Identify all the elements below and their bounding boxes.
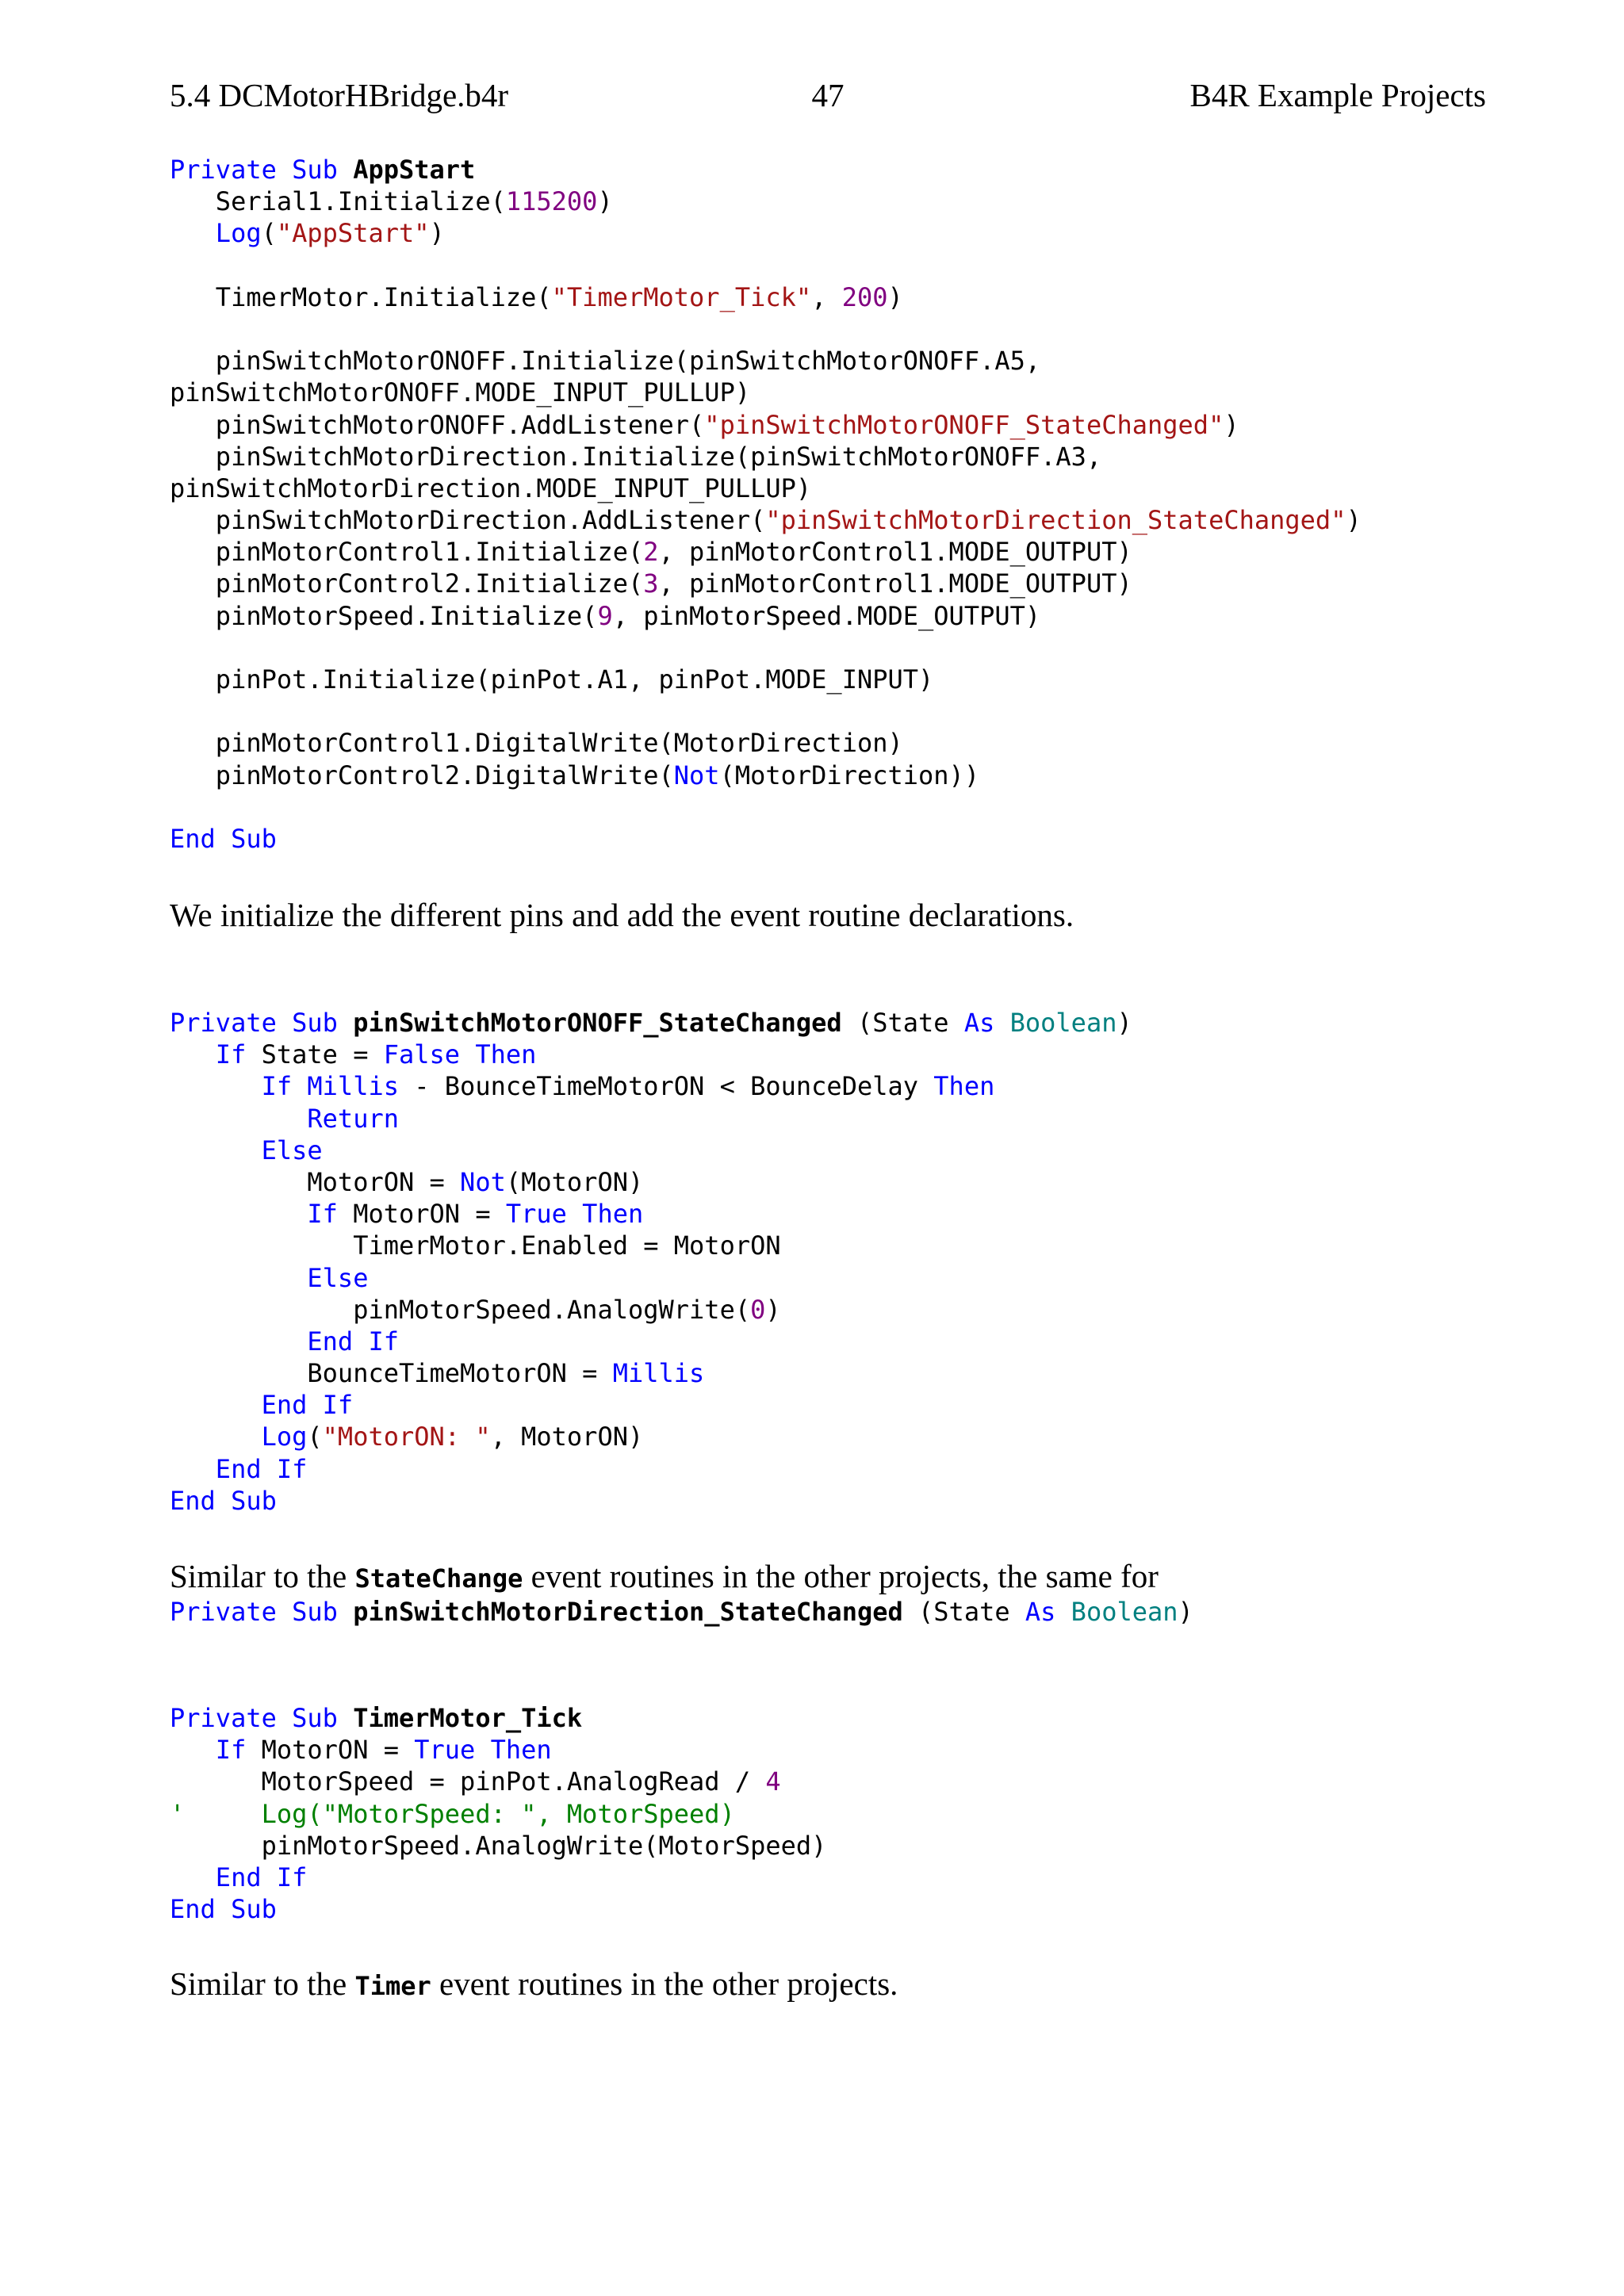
code-token: TimerMotor.Initialize( [170, 281, 552, 312]
code-token: Boolean [1071, 1597, 1178, 1627]
paragraph-text: Similar to the [170, 1965, 355, 2002]
code-line [170, 1230, 1486, 1261]
code-line [170, 473, 1486, 504]
code-line [170, 1389, 1486, 1421]
code-line [170, 664, 1486, 695]
code-token: State = [261, 1039, 384, 1070]
code-token: ) [1346, 505, 1362, 536]
code-token: pinSwitchMotorONOFF_StateChanged [353, 1008, 842, 1038]
paragraph-statechange [170, 1559, 1486, 1628]
code-line [170, 600, 1486, 632]
code-line [170, 1262, 1486, 1294]
code-line [170, 504, 1486, 536]
code-token: pinSwitchMotorDirection.AddListener( [170, 505, 766, 536]
code-token: ) [887, 281, 903, 312]
code-line [170, 1294, 1486, 1326]
inline-code-keyword: StateChange [354, 1563, 523, 1594]
code-token: If Millis [170, 1071, 399, 1102]
code-line [170, 1453, 1486, 1485]
code-token: "AppStart" [276, 218, 430, 249]
code-token: - BounceTimeMotorON < BounceDelay [398, 1071, 934, 1102]
code-line [170, 1421, 1486, 1452]
code-token: pinMotorSpeed.AnalogWrite( [170, 1294, 751, 1325]
code-token: MotorON = [353, 1199, 506, 1230]
code-token: , pinMotorSpeed.MODE_OUTPUT) [612, 600, 1041, 631]
code-token: Not [673, 760, 720, 790]
code-token: MotorSpeed = pinPot.AnalogRead / [170, 1766, 766, 1797]
code-token: As [1025, 1597, 1071, 1627]
code-token: 115200 [505, 186, 598, 217]
code-token: Private Sub [170, 155, 354, 185]
code-token: pinSwitchMotorDirection_StateChanged [353, 1597, 903, 1627]
code-line [170, 760, 1486, 791]
code-token: MotorON = [170, 1166, 461, 1197]
code-line [170, 250, 1486, 281]
code-token: ) [429, 218, 445, 249]
code-line [170, 1862, 1486, 1893]
code-line [170, 281, 1486, 313]
code-token: Else [170, 1262, 369, 1293]
code-token: "pinSwitchMotorONOFF_StateChanged" [704, 409, 1224, 440]
header-page-number: 47 [811, 77, 845, 113]
code-token: pinSwitchMotorDirection.MODE_INPUT_PULLUP) [170, 473, 812, 503]
code-token: If [170, 1199, 354, 1230]
code-token: End If [170, 1862, 308, 1892]
inline-code-keyword: Timer [354, 1971, 431, 2001]
code-token: pinMotorSpeed.Initialize( [170, 600, 598, 631]
code-line [170, 1039, 1486, 1070]
code-token: Then [933, 1071, 995, 1102]
code-line [170, 791, 1486, 823]
code-line [170, 1070, 1486, 1102]
code-token: Private Sub [170, 1597, 354, 1627]
code-token: BounceTimeMotorON = [170, 1358, 613, 1389]
code-line [170, 695, 1486, 727]
code-line [170, 568, 1486, 599]
code-token: 3 [643, 568, 659, 599]
code-block-timer-tick [170, 1702, 1486, 1925]
code-line [170, 1103, 1486, 1135]
code-line [170, 1166, 1486, 1198]
code-token [170, 218, 216, 248]
code-line [170, 377, 1486, 408]
code-line [170, 217, 1486, 249]
code-line [170, 1798, 1486, 1830]
code-block-onoff-statechanged [170, 1007, 1486, 1517]
code-line [170, 1734, 1486, 1766]
header-book-title: B4R Example Projects [1189, 77, 1486, 113]
code-token: , [811, 281, 842, 312]
code-token: pinMotorControl1.DigitalWrite(MotorDirection) [170, 728, 903, 759]
code-token: False Then [383, 1039, 537, 1070]
code-token: If [170, 1735, 262, 1766]
code-token: Log [215, 218, 262, 249]
code-token: End If [170, 1390, 354, 1421]
page-header [170, 76, 1486, 121]
code-line [170, 1485, 1486, 1517]
code-token: Return [170, 1103, 399, 1134]
code-token: "TimerMotor_Tick" [551, 281, 812, 312]
code-token: End If [170, 1453, 308, 1484]
code-line [170, 1357, 1486, 1389]
code-token: As [963, 1008, 1010, 1038]
code-token: pinSwitchMotorDirection.Initialize(pinSwitchMotorONOFF.A3, [170, 441, 1102, 472]
paragraph-timer [170, 1966, 1486, 2003]
code-token: pinSwitchMotorONOFF.MODE_INPUT_PULLUP) [170, 377, 751, 408]
code-token: Millis [612, 1358, 705, 1389]
code-token: ) [765, 1294, 781, 1325]
code-line [170, 823, 1486, 855]
code-token: (MotorDirection)) [719, 760, 980, 790]
code-token: ( [307, 1422, 323, 1452]
code-line [170, 154, 1486, 186]
code-token: ( [261, 218, 277, 249]
code-token: 9 [597, 600, 613, 631]
code-token: Boolean [1009, 1008, 1117, 1038]
code-token: TimerMotor_Tick [353, 1703, 583, 1733]
code-line [170, 1893, 1486, 1925]
code-token: Private Sub [170, 1703, 354, 1733]
paragraph-text: event routines in the other projects, the same for [523, 1558, 1159, 1594]
code-token: pinSwitchMotorONOFF.AddListener( [170, 409, 705, 440]
code-token: Else [170, 1135, 323, 1165]
code-token: pinSwitchMotorONOFF.Initialize(pinSwitchMotorONOFF.A5, [170, 346, 1041, 377]
code-token: 200 [841, 281, 888, 312]
code-line [170, 1830, 1486, 1862]
code-line [170, 1702, 1486, 1734]
code-token: ) [1116, 1008, 1132, 1038]
code-token: End Sub [170, 1894, 277, 1925]
code-line [170, 441, 1486, 473]
paragraph-text: Similar to the [170, 1558, 355, 1594]
code-token: TimerMotor.Enabled = MotorON [170, 1230, 781, 1261]
header-section-title: 5.4 DCMotorHBridge.b4r [170, 77, 509, 113]
code-token: 4 [765, 1766, 781, 1797]
code-token: pinMotorSpeed.AnalogWrite(MotorSpeed) [170, 1830, 827, 1861]
code-line [170, 1326, 1486, 1357]
code-token: 2 [643, 537, 659, 568]
code-token: MotorON = [261, 1735, 415, 1766]
code-token: True Then [414, 1735, 552, 1766]
code-token: AppStart [353, 155, 476, 185]
paragraph-initialize: We initialize the different pins and add the event routine declarations. [170, 897, 1074, 933]
code-token: (State [841, 1008, 964, 1038]
code-token: , MotorON) [490, 1422, 644, 1452]
code-token: , pinMotorControl1.MODE_OUTPUT) [658, 568, 1132, 599]
code-line [170, 536, 1486, 568]
code-token: (State [902, 1597, 1025, 1627]
code-block-appstart [170, 154, 1486, 855]
code-line [170, 409, 1486, 441]
code-line [170, 1007, 1486, 1039]
code-token: ' Log("MotorSpeed: ", MotorSpeed) [170, 1798, 735, 1829]
code-line [170, 1135, 1486, 1166]
code-token: Log [170, 1422, 308, 1452]
paragraph-text: event routines in the other projects. [431, 1965, 898, 2002]
code-token: pinMotorControl2.DigitalWrite( [170, 760, 674, 790]
code-token: pinMotorControl1.Initialize( [170, 537, 644, 568]
code-token: If [170, 1039, 262, 1070]
code-token: Private Sub [170, 1008, 354, 1038]
code-token: ) [597, 186, 613, 217]
code-token: ) [1224, 409, 1239, 440]
code-token: "pinSwitchMotorDirection_StateChanged" [765, 505, 1346, 536]
code-token: pinMotorControl2.Initialize( [170, 568, 644, 599]
code-token: End Sub [170, 1485, 277, 1516]
code-token: ) [1178, 1597, 1193, 1627]
code-line [170, 1766, 1486, 1797]
code-token: True Then [505, 1199, 644, 1230]
code-token: 0 [750, 1294, 766, 1325]
inline-code-signature [170, 1596, 1486, 1628]
code-token: pinPot.Initialize(pinPot.A1, pinPot.MODE_INPUT) [170, 664, 934, 695]
code-token: Not [460, 1166, 506, 1197]
code-line [170, 345, 1486, 377]
code-token: "MotorON: " [322, 1422, 491, 1452]
code-token: End Sub [170, 823, 277, 854]
code-line [170, 313, 1486, 345]
code-line [170, 1198, 1486, 1230]
code-line [170, 727, 1486, 759]
code-line [170, 186, 1486, 217]
code-token: (MotorON) [505, 1166, 644, 1197]
code-token: End If [170, 1326, 399, 1357]
code-token: , pinMotorControl1.MODE_OUTPUT) [658, 537, 1132, 568]
code-line [170, 632, 1486, 664]
code-token: Serial1.Initialize( [170, 186, 506, 217]
